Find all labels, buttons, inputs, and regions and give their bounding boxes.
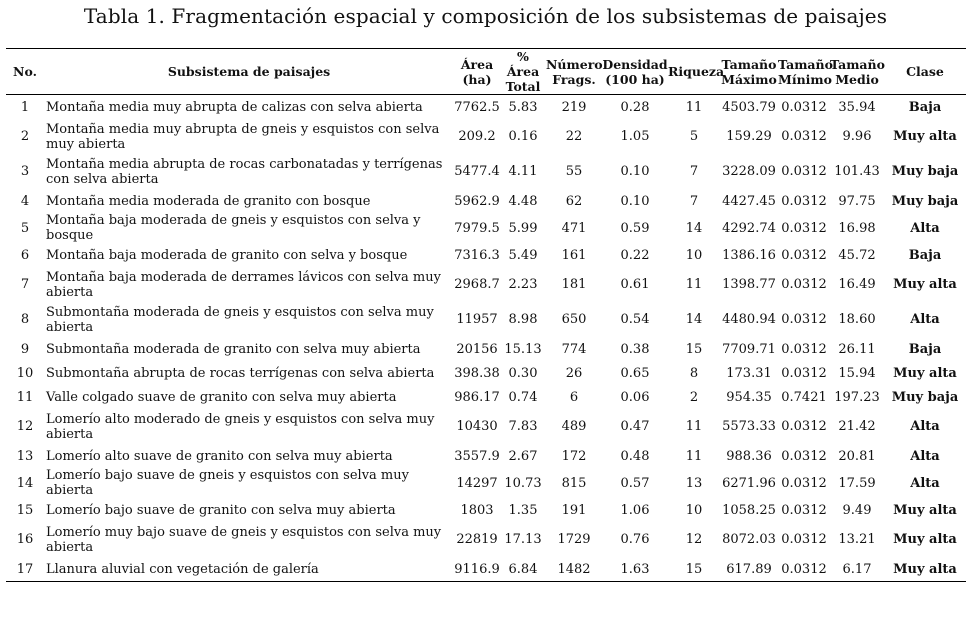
column-header-line2: Total xyxy=(505,79,541,94)
column-header xyxy=(830,49,884,95)
density: 0.57 xyxy=(620,475,650,491)
row-number: 13 xyxy=(16,448,34,464)
class-label: Alta xyxy=(910,220,940,236)
area-ha: 22819 xyxy=(456,532,498,547)
area-percent: 5.49 xyxy=(508,247,538,263)
landscape-name: Lomerío bajo suave de gneis y esquistos con selva muy abierta xyxy=(46,468,409,498)
class-label: Muy baja xyxy=(891,164,959,179)
landscape-name: Montaña baja moderada de granito con selva y bosque xyxy=(46,247,408,263)
area-percent: 2.23 xyxy=(508,277,538,292)
area-percent: 0.30 xyxy=(508,365,538,381)
class-label: Muy alta xyxy=(893,277,957,292)
table-title: Tabla 1. Fragmentación espacial y composición de los subsistemas de paisajes xyxy=(83,4,888,28)
column-header xyxy=(454,49,500,95)
size-mean: 9.96 xyxy=(842,129,872,144)
table-row xyxy=(6,337,966,361)
column-header-line1: Subsistema de paisajes xyxy=(167,64,331,79)
richness: 11 xyxy=(685,448,703,464)
density: 0.48 xyxy=(620,448,650,464)
table-row xyxy=(6,522,966,557)
landscape-name: Submontaña moderada de granito con selva muy abierta xyxy=(46,341,421,357)
landscape-name: Lomerío bajo suave de granito con selva muy abierta xyxy=(46,502,396,518)
class-label: Muy alta xyxy=(893,532,957,547)
size-mean: 18.60 xyxy=(838,312,876,327)
size-mean: 21.42 xyxy=(838,419,876,434)
fragment-count: 219 xyxy=(561,99,587,115)
class-label: Alta xyxy=(910,312,940,327)
area-ha: 3557.9 xyxy=(454,448,500,464)
size-min: 0.0312 xyxy=(781,475,827,491)
table-row xyxy=(6,213,966,243)
size-mean: 15.94 xyxy=(838,365,876,381)
table-row xyxy=(6,409,966,444)
column-header-line1: No. xyxy=(13,64,37,79)
richness: 14 xyxy=(685,312,703,327)
table-row xyxy=(6,119,966,154)
area-percent: 8.98 xyxy=(508,312,538,327)
size-min: 0.0312 xyxy=(781,277,827,292)
size-max: 988.36 xyxy=(726,448,772,464)
size-min: 0.0312 xyxy=(781,220,827,236)
column-header-line1: Tamaño xyxy=(721,56,777,72)
class-label: Muy alta xyxy=(893,502,957,518)
landscape-table xyxy=(6,48,966,582)
class-label: Muy baja xyxy=(891,193,959,209)
table-row xyxy=(6,385,966,409)
richness: 10 xyxy=(685,247,703,263)
area-percent: 4.48 xyxy=(508,193,538,209)
fragment-count: 172 xyxy=(561,448,587,464)
size-mean: 45.72 xyxy=(838,247,876,263)
area-percent: 6.84 xyxy=(500,557,546,582)
area-ha: 986.17 xyxy=(454,389,500,405)
column-header-line2: Mínimo xyxy=(778,71,832,87)
density: 1.63 xyxy=(602,557,668,582)
density: 0.28 xyxy=(620,99,650,115)
area-ha: 7762.5 xyxy=(454,99,500,115)
size-max: 1398.77 xyxy=(722,277,776,292)
table-row xyxy=(6,557,966,582)
column-header-line1: % Área xyxy=(506,49,540,79)
table-row xyxy=(6,468,966,498)
area-ha: 20156 xyxy=(456,341,498,357)
landscape-name: Lomerío alto suave de granito con selva muy abierta xyxy=(46,448,393,464)
size-max: 3228.09 xyxy=(722,164,776,179)
fragment-count: 471 xyxy=(561,220,587,236)
column-header xyxy=(778,49,833,95)
richness: 11 xyxy=(685,277,703,292)
column-header-line2: (ha) xyxy=(462,71,492,87)
column-header-line2: Máximo xyxy=(721,71,777,87)
class-label: Alta xyxy=(910,419,940,434)
column-header xyxy=(500,49,546,95)
area-percent: 4.11 xyxy=(508,164,538,179)
richness: 12 xyxy=(685,532,703,547)
fragment-count: 6 xyxy=(569,389,579,405)
size-max: 4503.79 xyxy=(722,99,776,115)
column-header-line1: Tamaño xyxy=(830,56,885,72)
size-max: 4480.94 xyxy=(722,312,776,327)
size-min: 0.0312 xyxy=(781,341,827,357)
size-max: 954.35 xyxy=(726,389,772,405)
size-min: 0.0312 xyxy=(781,164,827,179)
fragment-count: 191 xyxy=(561,502,587,518)
class-label: Baja xyxy=(908,247,942,263)
area-percent: 1.35 xyxy=(508,502,538,518)
table-row xyxy=(6,243,966,267)
area-ha: 10430 xyxy=(456,419,498,434)
size-mean: 16.98 xyxy=(838,220,876,236)
size-min: 0.0312 xyxy=(781,502,827,518)
landscape-name: Montaña media abrupta de rocas carbonatadas y terrígenas con selva abierta xyxy=(46,156,443,187)
area-percent: 5.83 xyxy=(508,99,538,115)
size-mean: 101.43 xyxy=(834,164,880,179)
table-row xyxy=(6,361,966,385)
size-mean: 97.75 xyxy=(838,193,876,209)
size-max: 5573.33 xyxy=(722,419,776,434)
table-row xyxy=(6,302,966,337)
richness: 15 xyxy=(685,341,703,357)
landscape-name: Montaña media muy abrupta de gneis y esquistos con selva muy abierta xyxy=(46,121,440,152)
landscape-name: Llanura aluvial con vegetación de galería xyxy=(44,557,454,582)
size-max: 4427.45 xyxy=(722,193,776,209)
fragment-count: 55 xyxy=(565,164,583,179)
class-label: Muy baja xyxy=(891,389,959,405)
area-ha: 398.38 xyxy=(454,365,500,381)
size-mean: 17.59 xyxy=(838,475,876,491)
richness: 13 xyxy=(685,475,703,491)
fragment-count: 181 xyxy=(561,277,587,292)
row-number: 16 xyxy=(16,532,34,547)
fragment-count: 489 xyxy=(561,419,587,434)
size-min: 0.0312 xyxy=(781,448,827,464)
column-header-line1: Tamaño xyxy=(778,56,833,72)
area-ha: 7979.5 xyxy=(454,220,500,236)
area-percent: 2.67 xyxy=(508,448,538,464)
richness: 15 xyxy=(668,557,720,582)
row-number: 4 xyxy=(20,193,30,209)
size-min: 0.0312 xyxy=(781,532,827,547)
fragment-count: 62 xyxy=(565,193,583,209)
class-label: Alta xyxy=(910,448,940,464)
size-max: 159.29 xyxy=(726,129,772,144)
fragment-count: 1482 xyxy=(546,557,602,582)
size-mean: 6.17 xyxy=(830,557,884,582)
density: 1.05 xyxy=(620,129,650,144)
richness: 7 xyxy=(689,164,699,179)
size-max: 617.89 xyxy=(720,557,778,582)
row-number: 15 xyxy=(16,502,34,518)
size-min: 0.0312 xyxy=(781,419,827,434)
column-header xyxy=(602,49,668,95)
table-row xyxy=(6,95,966,120)
density: 1.06 xyxy=(620,502,650,518)
row-number: 8 xyxy=(20,312,30,327)
richness: 11 xyxy=(685,99,703,115)
area-ha: 9116.9 xyxy=(454,557,500,582)
table-body xyxy=(6,95,966,582)
size-max: 173.31 xyxy=(726,365,772,381)
column-header xyxy=(44,49,454,95)
area-percent: 5.99 xyxy=(508,220,538,236)
landscape-name: Montaña media moderada de granito con bosque xyxy=(46,193,371,209)
column-header-line1: Densidad xyxy=(602,56,668,72)
area-ha: 5477.4 xyxy=(454,164,500,179)
area-percent: 0.16 xyxy=(508,129,538,144)
column-header-line1: Riqueza xyxy=(668,64,725,79)
area-percent: 10.73 xyxy=(504,475,542,491)
landscape-name: Valle colgado suave de granito con selva muy abierta xyxy=(46,389,397,405)
landscape-name: Submontaña moderada de gneis y esquistos con selva muy abierta xyxy=(46,304,434,335)
density: 0.47 xyxy=(620,419,650,434)
row-number: 11 xyxy=(16,389,34,405)
landscape-name: Lomerío alto moderado de gneis y esquistos con selva muy abierta xyxy=(46,411,435,442)
landscape-name: Lomerío muy bajo suave de gneis y esquistos con selva muy abierta xyxy=(46,524,442,555)
row-number: 5 xyxy=(20,220,30,236)
size-max: 4292.74 xyxy=(722,220,776,236)
table-row xyxy=(6,189,966,213)
row-number: 9 xyxy=(20,341,30,357)
column-header xyxy=(546,49,602,95)
column-header xyxy=(720,49,778,95)
density: 0.76 xyxy=(620,532,650,547)
density: 0.06 xyxy=(620,389,650,405)
row-number: 3 xyxy=(20,164,30,179)
richness: 8 xyxy=(689,365,699,381)
size-mean: 35.94 xyxy=(838,99,876,115)
row-number: 14 xyxy=(16,475,34,491)
landscape-name: Submontaña abrupta de rocas terrígenas con selva abierta xyxy=(46,365,435,381)
area-percent: 17.13 xyxy=(504,532,542,547)
richness: 2 xyxy=(689,389,699,405)
area-ha: 7316.3 xyxy=(454,247,500,263)
class-label: Alta xyxy=(910,475,940,491)
fragment-count: 815 xyxy=(561,475,587,491)
size-mean: 20.81 xyxy=(838,448,876,464)
density: 0.59 xyxy=(620,220,650,236)
area-percent: 7.83 xyxy=(508,419,538,434)
class-label: Muy alta xyxy=(884,557,966,582)
column-header-line2: Medio xyxy=(835,71,879,87)
area-percent: 0.74 xyxy=(508,389,538,405)
size-max: 8072.03 xyxy=(722,532,776,547)
size-min: 0.0312 xyxy=(781,365,827,381)
area-ha: 14297 xyxy=(456,475,498,491)
landscape-name: Montaña baja moderada de gneis y esquistos con selva y bosque xyxy=(46,213,421,243)
table-row xyxy=(6,444,966,468)
density: 0.61 xyxy=(620,277,650,292)
area-ha: 11957 xyxy=(456,312,498,327)
landscape-name: Montaña baja moderada de derrames lávicos con selva muy abierta xyxy=(46,269,441,300)
class-label: Baja xyxy=(908,99,942,115)
column-header-line2: (100 ha) xyxy=(605,71,665,87)
fragment-count: 774 xyxy=(561,341,587,357)
area-ha: 5962.9 xyxy=(454,193,500,209)
size-max: 7709.71 xyxy=(722,341,776,357)
column-header xyxy=(668,49,725,95)
size-max: 1386.16 xyxy=(722,247,776,263)
column-header-line1: Clase xyxy=(906,64,944,79)
density: 0.10 xyxy=(620,164,650,179)
class-label: Muy alta xyxy=(893,365,957,381)
row-number: 10 xyxy=(16,365,34,381)
row-number: 7 xyxy=(20,277,30,292)
size-max: 6271.96 xyxy=(722,475,776,491)
row-number: 1 xyxy=(20,99,30,115)
class-label: Baja xyxy=(908,341,942,357)
fragment-count: 26 xyxy=(565,365,583,381)
richness: 10 xyxy=(685,502,703,518)
table-row xyxy=(6,498,966,522)
richness: 5 xyxy=(689,129,699,144)
table-row xyxy=(6,154,966,189)
column-header xyxy=(884,49,966,95)
size-min: 0.0312 xyxy=(781,129,827,144)
table-row xyxy=(6,267,966,302)
density: 0.65 xyxy=(620,365,650,381)
density: 0.10 xyxy=(620,193,650,209)
row-number: 2 xyxy=(20,129,30,144)
size-min: 0.0312 xyxy=(778,557,830,582)
row-number: 12 xyxy=(16,419,34,434)
column-header-line1: Número xyxy=(546,56,603,72)
size-mean: 26.11 xyxy=(838,341,876,357)
row-number: 17 xyxy=(6,557,44,582)
area-ha: 1803 xyxy=(460,502,494,518)
size-mean: 197.23 xyxy=(834,389,880,405)
fragment-count: 22 xyxy=(565,129,583,144)
fragment-count: 1729 xyxy=(557,532,591,547)
fragment-count: 161 xyxy=(561,247,587,263)
size-mean: 13.21 xyxy=(838,532,876,547)
area-ha: 2968.7 xyxy=(454,277,500,292)
column-header-line1: Área xyxy=(460,56,494,72)
size-min: 0.7421 xyxy=(781,389,827,405)
size-mean: 16.49 xyxy=(838,277,876,292)
density: 0.54 xyxy=(620,312,650,327)
column-header xyxy=(6,49,44,95)
row-number: 6 xyxy=(20,247,30,263)
size-min: 0.0312 xyxy=(781,247,827,263)
richness: 11 xyxy=(685,419,703,434)
landscape-name: Montaña media muy abrupta de calizas con selva abierta xyxy=(46,99,423,115)
density: 0.22 xyxy=(620,247,650,263)
size-min: 0.0312 xyxy=(781,193,827,209)
fragment-count: 650 xyxy=(561,312,587,327)
size-mean: 9.49 xyxy=(842,502,872,518)
size-max: 1058.25 xyxy=(722,502,776,518)
richness: 7 xyxy=(689,193,699,209)
class-label: Muy alta xyxy=(893,129,957,144)
header-row xyxy=(6,49,966,95)
column-header-line2: Frags. xyxy=(552,71,596,87)
size-min: 0.0312 xyxy=(781,312,827,327)
richness: 14 xyxy=(685,220,703,236)
area-percent: 15.13 xyxy=(504,341,542,357)
size-min: 0.0312 xyxy=(781,99,827,115)
density: 0.38 xyxy=(620,341,650,357)
area-ha: 209.2 xyxy=(458,129,496,144)
